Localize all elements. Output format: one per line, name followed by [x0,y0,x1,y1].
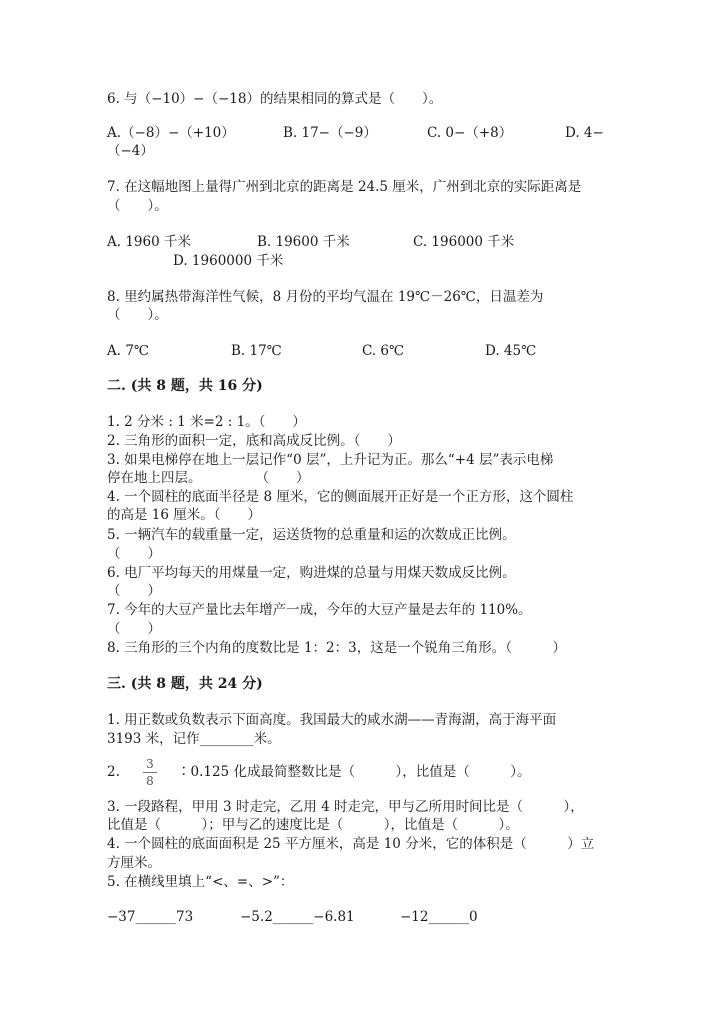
q7-option-c: C. 196000 千米 [413,234,515,250]
s3-q5-stem: 5. 在横线里填上“<、=、>”： [107,874,294,890]
compare-item: −12______0 [400,909,478,925]
s2-line: 2. 三角形的面积一定，底和高成反比例。（ ） [107,433,401,449]
s3-q3-line2: 比值是（ ）；甲与乙的速度比是（ ），比值是（ ）。 [107,817,519,833]
s3-q1-line2: 3193 米，记作________米。 [107,731,281,747]
s2-line: 4. 一个圆柱的底面半径是 8 厘米，它的侧面展开正好是一个正方形，这个圆柱 [107,489,574,505]
section2-title: 二. (共 8 题，共 16 分) [107,378,263,394]
s2-line: 5. 一辆汽车的载重量一定，运送货物的总重量和运的次数成正比例。 [107,527,516,543]
fraction-numerator: 3 [146,757,154,771]
q6-option-d: D. 4− [565,125,604,141]
q8-option-b: B. 17℃ [231,343,282,359]
s2-line: （ ） [107,546,161,562]
q6-option-d-cont: （−4） [107,143,154,159]
s2-line: 8. 三角形的三个内角的度数比是 1：2：3，这是一个锐角三角形。（ ） [107,640,566,656]
fraction-three-eighths [143,757,157,788]
s2-line: 1. 2 分米 : 1 米=2 : 1。（ ） [107,414,306,430]
s2-line: 的高是 16 厘米。（ ） [107,507,262,523]
s3-q2-text: ∶0.125 化成最简整数比是（ ），比值是（ ）。 [177,764,531,780]
s2-line: （ ） [107,583,161,599]
q6-option-a: A.（−8）−（+10） [107,125,235,141]
q7-option-a: A. 1960 千米 [107,234,191,250]
q6-stem: 6. 与（−10）−（−18）的结果相同的算式是（ ）。 [107,91,443,107]
s2-line: 7. 今年的大豆产量比去年增产一成，今年的大豆产量是去年的 110%。 [107,602,532,618]
q8-option-c: C. 6℃ [362,343,405,359]
section3-title: 三. (共 8 题，共 24 分) [107,676,263,692]
q7-stem: 7. 在这幅地图上量得广州到北京的距离是 24.5 厘米，广州到北京的实际距离是 [107,179,582,195]
s2-line: 6. 电厂平均每天的用煤量一定，购进煤的总量与用煤天数成反比例。 [107,565,516,581]
q7-option-d: D. 1960000 千米 [173,253,284,269]
s2-line: 停在地上四层。 （ ） [107,470,310,486]
q8-stem: 8. 里约属热带海洋性气候，8 月份的平均气温在 19℃－26℃，日温差为 [107,289,544,305]
s3-q4-line2: 方厘米。 [107,855,161,871]
q8-blank: （ ）。 [107,307,168,323]
s2-line: （ ） [107,621,161,637]
s3-q3-line1: 3. 一段路程，甲用 3 时走完，乙用 4 时走完，甲与乙所用时间比是（ ）， [107,799,584,815]
compare-item: −5.2______−6.81 [240,909,355,925]
s3-q1-line1: 1. 用正数或负数表示下面高度。我国最大的咸水湖——青海湖，高于海平面 [107,712,557,728]
q6-option-b: B. 17−（−9） [283,125,377,141]
s3-q4-line1: 4. 一个圆柱的底面面积是 25 平方厘米，高是 10 分米，它的体积是（ ）立 [107,836,595,852]
s2-line: 3. 如果电梯停在地上一层记作“0 层”，上升记为正。那么“+4 层”表示电梯 [107,452,554,468]
q7-option-b: B. 19600 千米 [257,234,350,250]
q8-option-d: D. 45℃ [485,343,537,359]
q6-option-c: C. 0−（+8） [427,125,513,141]
s3-q2-number: 2. [107,764,120,780]
compare-item: −37______73 [107,909,194,925]
q8-option-a: A. 7℃ [107,343,150,359]
fraction-denominator: 8 [146,774,154,788]
q7-blank: （ ）。 [107,198,168,214]
fraction-bar [143,772,157,773]
